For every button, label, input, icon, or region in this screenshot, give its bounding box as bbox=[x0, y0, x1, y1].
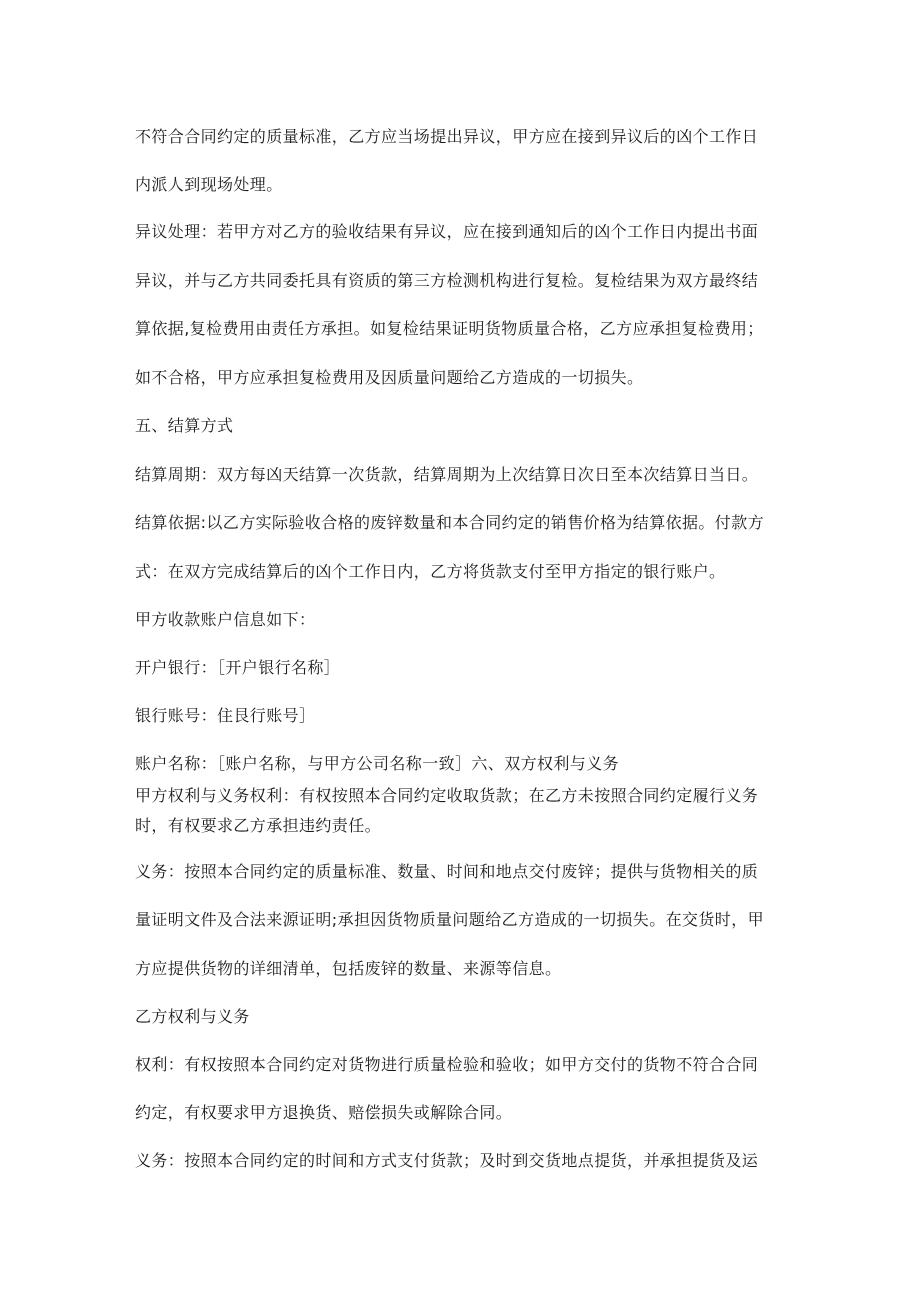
text-line: 账户名称：［账户名称，与甲方公司名称一致］六、双方权利与义务 bbox=[135, 754, 620, 773]
text-line: 权利：有权按照本合同约定对货物进行质量检验和验收；如甲方交付的货物不符合合同 bbox=[135, 1055, 759, 1074]
text-line: 式：在双方完成结算后的凶个工作日内，乙方将货款支付至甲方指定的银行账户。 bbox=[135, 562, 726, 581]
text-line: 内派人到现场处理。 bbox=[135, 175, 283, 194]
text-line: 时，有权要求乙方承担违约责任。 bbox=[135, 816, 382, 835]
text-line: 结算周期：双方每凶天结算一次货款，结算周期为上次结算日次日至本次结算日当日。 bbox=[135, 465, 759, 484]
text-line: 算依据,复检费用由责任方承担。如复检结果证明货物质量合格，乙方应承担复检费用； bbox=[135, 319, 764, 338]
text-line: 异议，并与乙方共同委托具有资质的第三方检测机构进行复检。复检结果为双方最终结 bbox=[135, 271, 759, 290]
section-heading: 五、结算方式 bbox=[135, 416, 234, 435]
text-line: 量证明文件及合法来源证明;承担因货物质量问题给乙方造成的一切损失。在交货时，甲 bbox=[135, 910, 764, 929]
text-line: 结算依据:以乙方实际验收合格的废锌数量和本合同约定的销售价格为结算依据。付款方 bbox=[135, 513, 764, 532]
text-line: 约定，有权要求甲方退换货、赔偿损失或解除合同。 bbox=[135, 1103, 513, 1122]
text-line: 甲方权利与义务权利：有权按照本合同约定收取货款；在乙方未按照合同约定履行义务 bbox=[135, 786, 759, 805]
text-line: 如不合格，甲方应承担复检费用及因质量问题给乙方造成的一切损失。 bbox=[135, 368, 644, 387]
text-line: 义务：按照本合同约定的时间和方式支付货款；及时到交货地点提货，并承担提货及运 bbox=[135, 1151, 759, 1170]
text-line: 银行账号：住艮行账号］ bbox=[135, 706, 316, 725]
text-line: 不符合合同约定的质量标准，乙方应当场提出异议，甲方应在接到异议后的凶个工作日 bbox=[135, 127, 759, 146]
text-line: 异议处理：若甲方对乙方的验收结果有异议，应在接到通知后的凶个工作日内提出书面 bbox=[135, 222, 759, 241]
text-line: 义务：按照本合同约定的质量标准、数量、时间和地点交付废锌；提供与货物相关的质 bbox=[135, 862, 759, 881]
text-line: 甲方收款账户信息如下： bbox=[135, 610, 316, 629]
section-heading: 乙方权利与义务 bbox=[135, 1007, 250, 1026]
text-line: 开户银行：［开户银行名称］ bbox=[135, 658, 341, 677]
text-line: 方应提供货物的详细清单，包括废锌的数量、来源等信息。 bbox=[135, 959, 562, 978]
